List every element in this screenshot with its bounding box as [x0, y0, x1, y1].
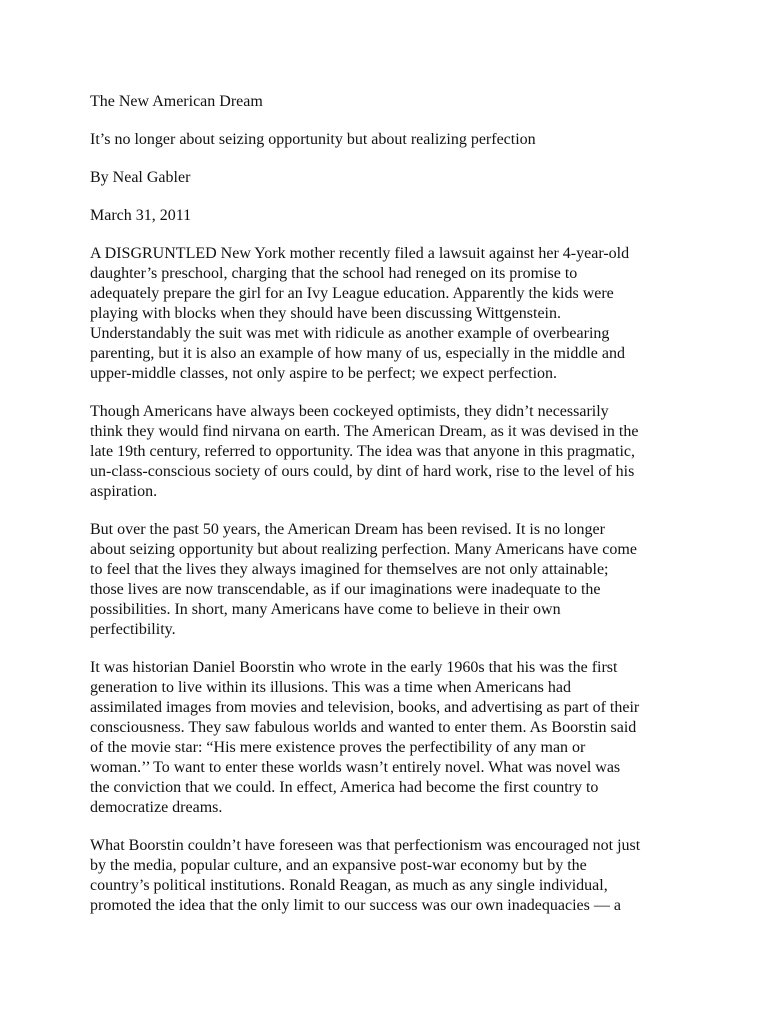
paragraph-line: possibilities. In short, many Americans have come to believe in their own	[90, 601, 561, 618]
paragraph-line: country’s political institutions. Ronald Reagan, as much as any single individual,	[90, 877, 608, 894]
paragraph-line: parenting, but it is also an example of how many of us, especially in the middle and	[90, 345, 625, 362]
paragraph-line: It was historian Daniel Boorstin who wrote in the early 1960s that his was the first	[90, 659, 618, 676]
paragraph-line: those lives are now transcendable, as if our imaginations were inadequate to the	[90, 581, 601, 598]
paragraph-line: think they would find nirvana on earth. The American Dream, as it was devised in the	[90, 423, 639, 440]
body-paragraph	[90, 658, 680, 818]
paragraph-line: assimilated images from movies and television, books, and advertising as part of their	[90, 699, 640, 716]
paragraph-line: promoted the idea that the only limit to our success was our own inadequacies — a	[90, 897, 621, 914]
paragraph-line: of the movie star: “His mere existence proves the perfectibility of any man or	[90, 739, 586, 756]
paragraph-line: A DISGRUNTLED New York mother recently filed a lawsuit against her 4-year-old	[90, 245, 630, 262]
paragraph-line: What Boorstin couldn’t have foreseen was that perfectionism was encouraged not just	[90, 837, 641, 854]
paragraph-line: consciousness. They saw fabulous worlds and wanted to enter them. As Boorstin said	[90, 719, 637, 736]
paragraph-line: upper-middle classes, not only aspire to be perfect; we expect perfection.	[90, 365, 558, 382]
article-title: The New American Dream	[90, 93, 263, 110]
paragraph-line: to feel that the lives they always imagined for themselves are not only attainable;	[90, 561, 609, 578]
paragraph-line: democratize dreams.	[90, 799, 223, 816]
paragraph-line: But over the past 50 years, the American Dream has been revised. It is no longer	[90, 521, 605, 538]
document-page	[90, 92, 680, 934]
paragraph-line: Understandably the suit was met with ridicule as another example of overbearing	[90, 325, 610, 342]
paragraph-line: un-class-conscious society of ours could, by dint of hard work, rise to the level of his	[90, 463, 635, 480]
article-body	[90, 244, 680, 916]
paragraph-line: generation to live within its illusions. This was a time when Americans had	[90, 679, 571, 696]
paragraph-line: daughter’s preschool, charging that the school had reneged on its promise to	[90, 265, 578, 282]
body-paragraph	[90, 402, 680, 502]
paragraph-line: late 19th century, referred to opportunity. The idea was that anyone in this pragmatic,	[90, 443, 636, 460]
article-byline: By Neal Gabler	[90, 169, 191, 186]
paragraph-line: aspiration.	[90, 483, 158, 500]
paragraph-line: by the media, popular culture, and an expansive post-war economy but by the	[90, 857, 587, 874]
body-paragraph	[90, 836, 680, 916]
body-paragraph	[90, 520, 680, 640]
paragraph-line: woman.’’ To want to enter these worlds wasn’t entirely novel. What was novel was	[90, 759, 621, 776]
article-date: March 31, 2011	[90, 207, 192, 224]
paragraph-line: playing with blocks when they should have been discussing Wittgenstein.	[90, 305, 561, 322]
paragraph-line: perfectibility.	[90, 621, 176, 638]
paragraph-line: the conviction that we could. In effect, America had become the first country to	[90, 779, 599, 796]
body-paragraph	[90, 244, 680, 384]
article-subtitle: It’s no longer about seizing opportunity but about realizing perfection	[90, 131, 536, 148]
paragraph-line: Though Americans have always been cockeyed optimists, they didn’t necessarily	[90, 403, 609, 420]
paragraph-line: about seizing opportunity but about realizing perfection. Many Americans have come	[90, 541, 637, 558]
paragraph-line: adequately prepare the girl for an Ivy League education. Apparently the kids were	[90, 285, 614, 302]
